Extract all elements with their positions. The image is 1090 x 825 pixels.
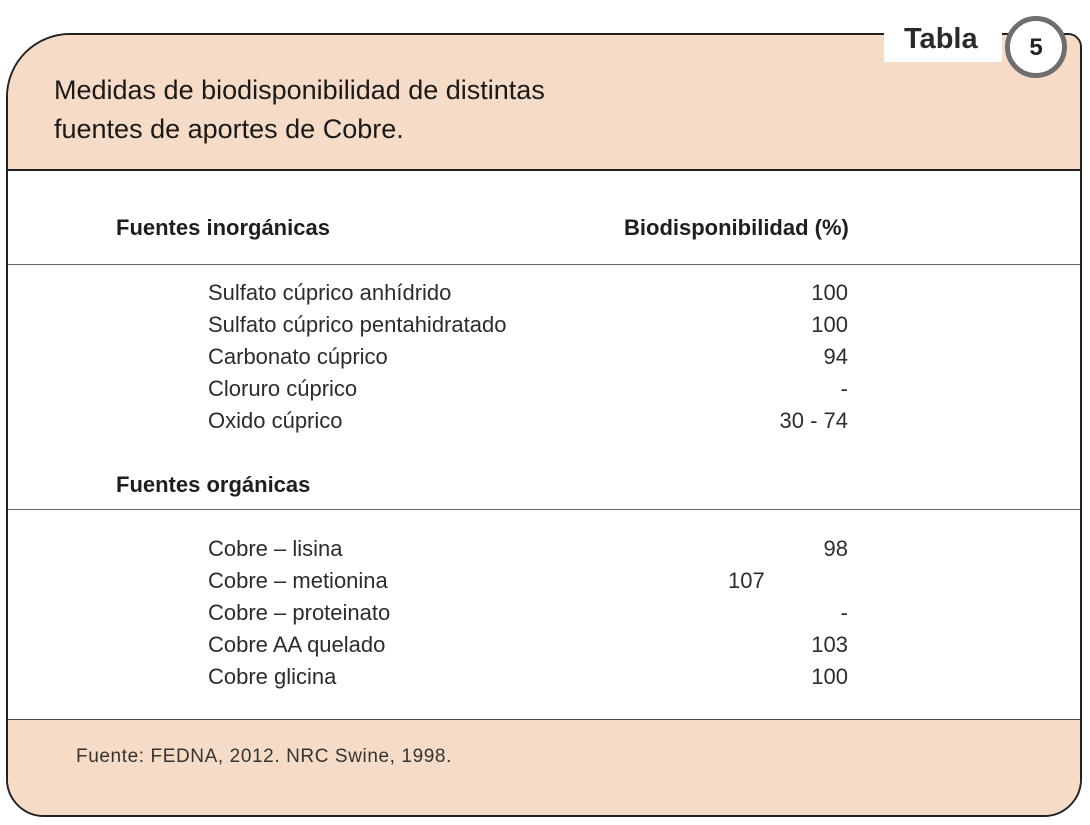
row-value: 98 xyxy=(823,536,848,561)
row-name: Cloruro cúprico xyxy=(208,376,358,401)
header-divider xyxy=(8,264,1080,265)
row-name: Oxido cúprico xyxy=(208,408,343,433)
row-name: Sulfato cúprico pentahidratado xyxy=(208,312,507,337)
title-line-2: fuentes de aportes de Cobre. xyxy=(54,114,404,144)
row-value: 100 xyxy=(811,312,848,337)
row-name: Carbonato cúprico xyxy=(208,344,388,369)
row-name: Cobre AA quelado xyxy=(208,632,386,657)
row-value: 103 xyxy=(811,632,848,657)
panel-footer xyxy=(8,719,1080,815)
column-header-sources: Fuentes inorgánicas xyxy=(116,215,330,240)
section-heading-organic: Fuentes orgánicas xyxy=(116,472,311,497)
row-name: Cobre glicina xyxy=(208,664,337,689)
table-label: Tabla xyxy=(904,23,978,55)
table-panel xyxy=(6,33,1082,817)
title-line-1: Medidas de biodisponibilidad de distintas xyxy=(54,75,545,105)
row-value: 107 xyxy=(728,568,765,593)
row-name: Cobre – lisina xyxy=(208,536,343,561)
row-value: 30 - 74 xyxy=(779,408,848,433)
table-row xyxy=(208,568,848,600)
row-value: 100 xyxy=(811,280,848,305)
organic-divider xyxy=(8,509,1080,510)
row-name: Cobre – proteinato xyxy=(208,600,391,625)
table-row xyxy=(208,376,848,408)
table-row xyxy=(208,600,848,632)
table-row xyxy=(208,280,848,312)
column-header-bioavailability: Biodisponibilidad (%) xyxy=(624,215,849,240)
table-row xyxy=(208,664,848,696)
table-row xyxy=(208,632,848,664)
row-value: - xyxy=(840,600,848,625)
table-row xyxy=(208,408,848,440)
panel-title xyxy=(54,71,674,149)
row-value: 94 xyxy=(823,344,848,369)
table-number-badge xyxy=(1005,16,1067,78)
source-citation: Fuente: FEDNA, 2012. NRC Swine, 1998. xyxy=(76,746,452,767)
table-row xyxy=(208,536,848,568)
row-name: Sulfato cúprico anhídrido xyxy=(208,280,452,305)
table-number: 5 xyxy=(1029,34,1043,61)
table-row xyxy=(208,344,848,376)
row-value: - xyxy=(840,376,848,401)
table-row xyxy=(208,312,848,344)
row-value: 100 xyxy=(811,664,848,689)
row-name: Cobre – metionina xyxy=(208,568,388,593)
